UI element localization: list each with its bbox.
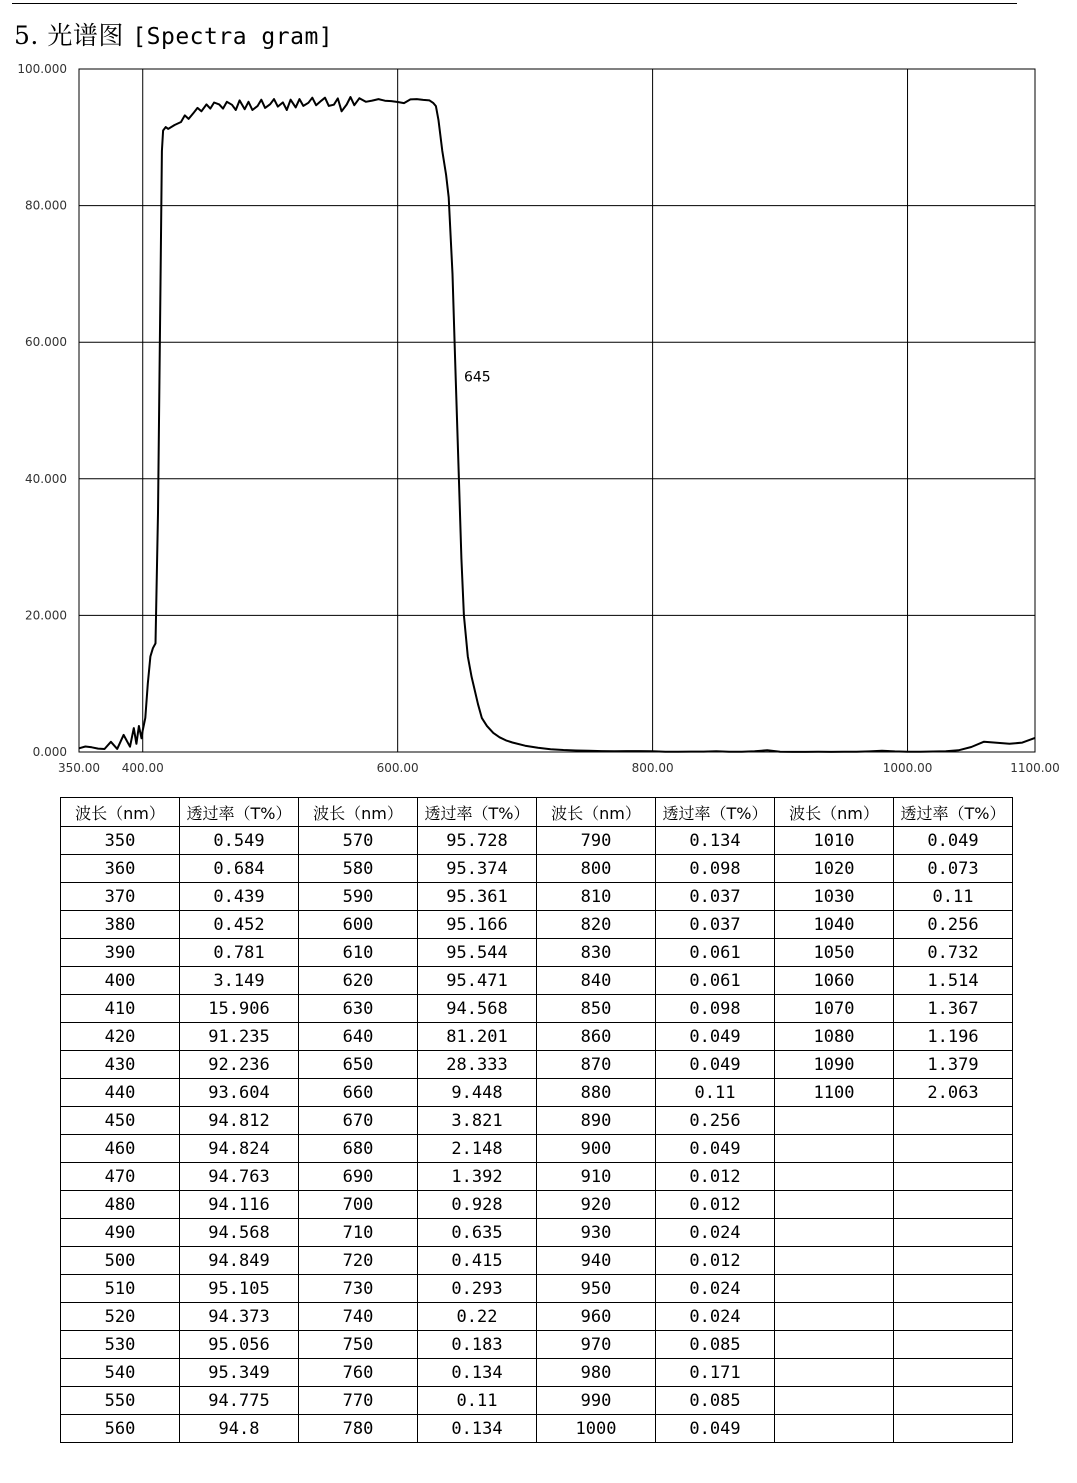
transmittance-cell: 0.012	[656, 1191, 775, 1219]
wavelength-cell: 720	[299, 1247, 418, 1275]
wavelength-cell: 770	[299, 1387, 418, 1415]
transmittance-cell: 0.635	[418, 1219, 537, 1247]
wavelength-cell	[775, 1191, 894, 1219]
table-row	[61, 1331, 1013, 1359]
wavelength-cell: 920	[537, 1191, 656, 1219]
transmittance-cell: 95.728	[418, 827, 537, 855]
transmittance-cell: 0.928	[418, 1191, 537, 1219]
transmittance-cell: 0.024	[656, 1275, 775, 1303]
wavelength-cell: 910	[537, 1163, 656, 1191]
transmittance-cell: 94.116	[180, 1191, 299, 1219]
table-row	[61, 911, 1013, 939]
y-tick-label: 40.000	[25, 471, 67, 486]
transmittance-cell: 95.471	[418, 967, 537, 995]
section-title-cn: 光谱图	[47, 21, 124, 50]
wavelength-cell: 730	[299, 1275, 418, 1303]
transmittance-cell	[894, 1303, 1013, 1331]
wavelength-cell: 380	[61, 911, 180, 939]
transmittance-cell: 95.544	[418, 939, 537, 967]
table-row	[61, 1051, 1013, 1079]
transmittance-cell: 94.568	[418, 995, 537, 1023]
wavelength-cell: 390	[61, 939, 180, 967]
wavelength-cell: 600	[299, 911, 418, 939]
transmittance-cell: 94.812	[180, 1107, 299, 1135]
wavelength-cell: 1080	[775, 1023, 894, 1051]
transmittance-cell: 0.256	[656, 1107, 775, 1135]
transmittance-table	[60, 797, 1013, 1443]
plot-area	[79, 69, 1035, 752]
transmittance-cell: 0.293	[418, 1275, 537, 1303]
x-tick-label: 600.00	[376, 761, 419, 775]
wavelength-cell: 570	[299, 827, 418, 855]
wavelength-cell	[775, 1415, 894, 1443]
wavelength-cell: 480	[61, 1191, 180, 1219]
top-rule	[12, 3, 1017, 4]
transmittance-cell: 94.775	[180, 1387, 299, 1415]
wavelength-cell: 700	[299, 1191, 418, 1219]
wavelength-cell	[775, 1359, 894, 1387]
header-wavelength: 波长（nm）	[537, 798, 656, 827]
wavelength-cell: 520	[61, 1303, 180, 1331]
transmittance-cell: 3.149	[180, 967, 299, 995]
transmittance-cell: 2.148	[418, 1135, 537, 1163]
x-tick-label: 400.00	[121, 761, 164, 775]
transmittance-cell	[894, 1219, 1013, 1247]
transmittance-cell: 0.732	[894, 939, 1013, 967]
wavelength-cell: 650	[299, 1051, 418, 1079]
wavelength-cell: 470	[61, 1163, 180, 1191]
transmittance-cell: 95.361	[418, 883, 537, 911]
transmittance-cell: 0.024	[656, 1303, 775, 1331]
wavelength-cell: 1040	[775, 911, 894, 939]
wavelength-cell: 450	[61, 1107, 180, 1135]
transmittance-cell	[894, 1135, 1013, 1163]
transmittance-cell: 0.012	[656, 1163, 775, 1191]
transmittance-cell	[894, 1275, 1013, 1303]
wavelength-cell: 820	[537, 911, 656, 939]
wavelength-cell: 960	[537, 1303, 656, 1331]
transmittance-cell: 0.073	[894, 855, 1013, 883]
wavelength-cell: 410	[61, 995, 180, 1023]
wavelength-cell: 780	[299, 1415, 418, 1443]
wavelength-cell: 620	[299, 967, 418, 995]
wavelength-cell: 400	[61, 967, 180, 995]
wavelength-cell: 950	[537, 1275, 656, 1303]
transmittance-cell: 0.171	[656, 1359, 775, 1387]
header-transmittance: 透过率（T%）	[418, 798, 537, 827]
transmittance-cell: 94.373	[180, 1303, 299, 1331]
transmittance-cell: 0.085	[656, 1331, 775, 1359]
wavelength-cell: 830	[537, 939, 656, 967]
y-tick-label: 100.000	[17, 62, 67, 76]
table-row	[61, 1023, 1013, 1051]
transmittance-cell: 0.024	[656, 1219, 775, 1247]
transmittance-cell: 91.235	[180, 1023, 299, 1051]
wavelength-cell: 1020	[775, 855, 894, 883]
wavelength-cell: 880	[537, 1079, 656, 1107]
wavelength-cell: 540	[61, 1359, 180, 1387]
transmittance-cell: 1.367	[894, 995, 1013, 1023]
header-wavelength: 波长（nm）	[61, 798, 180, 827]
transmittance-cell: 94.8	[180, 1415, 299, 1443]
wavelength-cell: 500	[61, 1247, 180, 1275]
wavelength-cell: 840	[537, 967, 656, 995]
transmittance-cell: 0.183	[418, 1331, 537, 1359]
transmittance-cell: 94.824	[180, 1135, 299, 1163]
wavelength-cell: 850	[537, 995, 656, 1023]
spectrum-chart	[0, 58, 1077, 788]
table-row	[61, 1275, 1013, 1303]
y-tick-label: 80.000	[25, 198, 67, 213]
transmittance-cell: 95.056	[180, 1331, 299, 1359]
table-row	[61, 967, 1013, 995]
wavelength-cell: 990	[537, 1387, 656, 1415]
transmittance-cell: 0.439	[180, 883, 299, 911]
wavelength-cell: 1050	[775, 939, 894, 967]
wavelength-cell: 420	[61, 1023, 180, 1051]
y-tick-label: 0.000	[32, 745, 67, 759]
wavelength-cell	[775, 1163, 894, 1191]
wavelength-cell: 580	[299, 855, 418, 883]
transmittance-cell: 0.061	[656, 939, 775, 967]
transmittance-cell: 1.514	[894, 967, 1013, 995]
table-row	[61, 1191, 1013, 1219]
transmittance-cell: 0.061	[656, 967, 775, 995]
wavelength-cell: 870	[537, 1051, 656, 1079]
table-row	[61, 1079, 1013, 1107]
wavelength-cell: 790	[537, 827, 656, 855]
wavelength-cell: 970	[537, 1331, 656, 1359]
transmittance-cell: 0.049	[656, 1415, 775, 1443]
transmittance-cell: 0.134	[656, 827, 775, 855]
transmittance-cell	[894, 1107, 1013, 1135]
header-wavelength: 波长（nm）	[775, 798, 894, 827]
wavelength-cell: 590	[299, 883, 418, 911]
transmittance-cell: 0.22	[418, 1303, 537, 1331]
wavelength-cell: 630	[299, 995, 418, 1023]
transmittance-cell: 0.085	[656, 1387, 775, 1415]
wavelength-cell	[775, 1387, 894, 1415]
x-tick-label: 1000.00	[882, 761, 933, 775]
table-row	[61, 883, 1013, 911]
wavelength-cell: 440	[61, 1079, 180, 1107]
x-tick-label: 800.00	[631, 761, 674, 775]
x-tick-label: 1100.00	[1010, 761, 1060, 775]
wavelength-cell: 810	[537, 883, 656, 911]
transmittance-cell: 0.049	[656, 1023, 775, 1051]
table-row	[61, 827, 1013, 855]
wavelength-cell: 760	[299, 1359, 418, 1387]
transmittance-cell	[894, 1191, 1013, 1219]
transmittance-cell: 0.049	[894, 827, 1013, 855]
wavelength-cell: 610	[299, 939, 418, 967]
transmittance-cell: 0.415	[418, 1247, 537, 1275]
table-row	[61, 1107, 1013, 1135]
transmittance-cell: 95.105	[180, 1275, 299, 1303]
table-body	[61, 827, 1013, 1443]
transmittance-cell: 0.049	[656, 1135, 775, 1163]
wavelength-cell: 860	[537, 1023, 656, 1051]
wavelength-cell	[775, 1135, 894, 1163]
transmittance-cell: 28.333	[418, 1051, 537, 1079]
wavelength-cell: 930	[537, 1219, 656, 1247]
wavelength-cell	[775, 1247, 894, 1275]
wavelength-cell: 1100	[775, 1079, 894, 1107]
table-row	[61, 1135, 1013, 1163]
transmittance-cell: 15.906	[180, 995, 299, 1023]
transmittance-cell	[894, 1331, 1013, 1359]
transmittance-cell: 1.196	[894, 1023, 1013, 1051]
transmittance-cell: 1.379	[894, 1051, 1013, 1079]
wavelength-cell	[775, 1331, 894, 1359]
wavelength-cell: 710	[299, 1219, 418, 1247]
wavelength-cell: 460	[61, 1135, 180, 1163]
wavelength-cell: 1090	[775, 1051, 894, 1079]
transmittance-cell: 0.037	[656, 883, 775, 911]
wavelength-cell: 900	[537, 1135, 656, 1163]
transmittance-cell: 0.684	[180, 855, 299, 883]
transmittance-cell: 0.452	[180, 911, 299, 939]
table-row	[61, 1359, 1013, 1387]
wavelength-cell: 690	[299, 1163, 418, 1191]
wavelength-cell: 890	[537, 1107, 656, 1135]
table-header-row	[61, 798, 1013, 827]
transmittance-cell: 93.604	[180, 1079, 299, 1107]
wavelength-cell: 680	[299, 1135, 418, 1163]
transmittance-cell: 94.763	[180, 1163, 299, 1191]
annotation-label: 645	[463, 369, 491, 386]
table-row	[61, 855, 1013, 883]
transmittance-cell: 0.037	[656, 911, 775, 939]
wavelength-cell: 750	[299, 1331, 418, 1359]
transmittance-cell: 0.256	[894, 911, 1013, 939]
wavelength-cell: 1030	[775, 883, 894, 911]
wavelength-cell: 430	[61, 1051, 180, 1079]
table-row	[61, 1247, 1013, 1275]
transmittance-cell	[894, 1415, 1013, 1443]
section-title	[14, 16, 333, 52]
table-head	[61, 798, 1013, 827]
table-row	[61, 1387, 1013, 1415]
wavelength-cell: 370	[61, 883, 180, 911]
transmittance-cell: 94.568	[180, 1219, 299, 1247]
wavelength-cell: 980	[537, 1359, 656, 1387]
table-row	[61, 995, 1013, 1023]
transmittance-cell: 95.374	[418, 855, 537, 883]
transmittance-cell: 92.236	[180, 1051, 299, 1079]
transmittance-cell: 0.11	[656, 1079, 775, 1107]
transmittance-cell: 94.849	[180, 1247, 299, 1275]
wavelength-cell: 490	[61, 1219, 180, 1247]
wavelength-cell: 640	[299, 1023, 418, 1051]
transmittance-cell: 1.392	[418, 1163, 537, 1191]
transmittance-cell: 0.11	[894, 883, 1013, 911]
y-tick-label: 20.000	[25, 608, 67, 623]
wavelength-cell	[775, 1275, 894, 1303]
transmittance-cell: 2.063	[894, 1079, 1013, 1107]
wavelength-cell	[775, 1219, 894, 1247]
transmittance-cell: 0.134	[418, 1359, 537, 1387]
transmittance-cell	[894, 1247, 1013, 1275]
transmittance-cell: 95.349	[180, 1359, 299, 1387]
section-number: 5.	[14, 21, 39, 50]
transmittance-cell: 81.201	[418, 1023, 537, 1051]
transmittance-cell: 3.821	[418, 1107, 537, 1135]
wavelength-cell: 530	[61, 1331, 180, 1359]
section-title-en: [Spectra gram]	[132, 24, 334, 50]
wavelength-cell: 560	[61, 1415, 180, 1443]
transmittance-cell	[894, 1387, 1013, 1415]
table-row	[61, 1415, 1013, 1443]
wavelength-cell: 1000	[537, 1415, 656, 1443]
transmittance-cell: 9.448	[418, 1079, 537, 1107]
wavelength-cell: 940	[537, 1247, 656, 1275]
wavelength-cell: 1010	[775, 827, 894, 855]
table-row	[61, 1303, 1013, 1331]
transmittance-cell: 0.012	[656, 1247, 775, 1275]
header-wavelength: 波长（nm）	[299, 798, 418, 827]
wavelength-cell: 660	[299, 1079, 418, 1107]
wavelength-cell: 800	[537, 855, 656, 883]
wavelength-cell: 1060	[775, 967, 894, 995]
wavelength-cell: 740	[299, 1303, 418, 1331]
y-tick-label: 60.000	[25, 335, 67, 350]
table-row	[61, 1163, 1013, 1191]
transmittance-cell: 0.098	[656, 995, 775, 1023]
wavelength-cell: 1070	[775, 995, 894, 1023]
x-tick-label: 350.00	[58, 761, 100, 775]
table-row	[61, 939, 1013, 967]
transmittance-cell: 0.11	[418, 1387, 537, 1415]
wavelength-cell: 550	[61, 1387, 180, 1415]
header-transmittance: 透过率（T%）	[894, 798, 1013, 827]
transmittance-cell: 0.049	[656, 1051, 775, 1079]
wavelength-cell: 350	[61, 827, 180, 855]
transmittance-cell: 0.098	[656, 855, 775, 883]
wavelength-cell: 360	[61, 855, 180, 883]
wavelength-cell: 510	[61, 1275, 180, 1303]
transmittance-cell: 95.166	[418, 911, 537, 939]
header-transmittance: 透过率（T%）	[180, 798, 299, 827]
header-transmittance: 透过率（T%）	[656, 798, 775, 827]
transmittance-cell: 0.134	[418, 1415, 537, 1443]
transmittance-cell: 0.549	[180, 827, 299, 855]
table-row	[61, 1219, 1013, 1247]
wavelength-cell	[775, 1303, 894, 1331]
wavelength-cell: 670	[299, 1107, 418, 1135]
wavelength-cell	[775, 1107, 894, 1135]
transmittance-cell	[894, 1163, 1013, 1191]
transmittance-cell	[894, 1359, 1013, 1387]
transmittance-cell: 0.781	[180, 939, 299, 967]
